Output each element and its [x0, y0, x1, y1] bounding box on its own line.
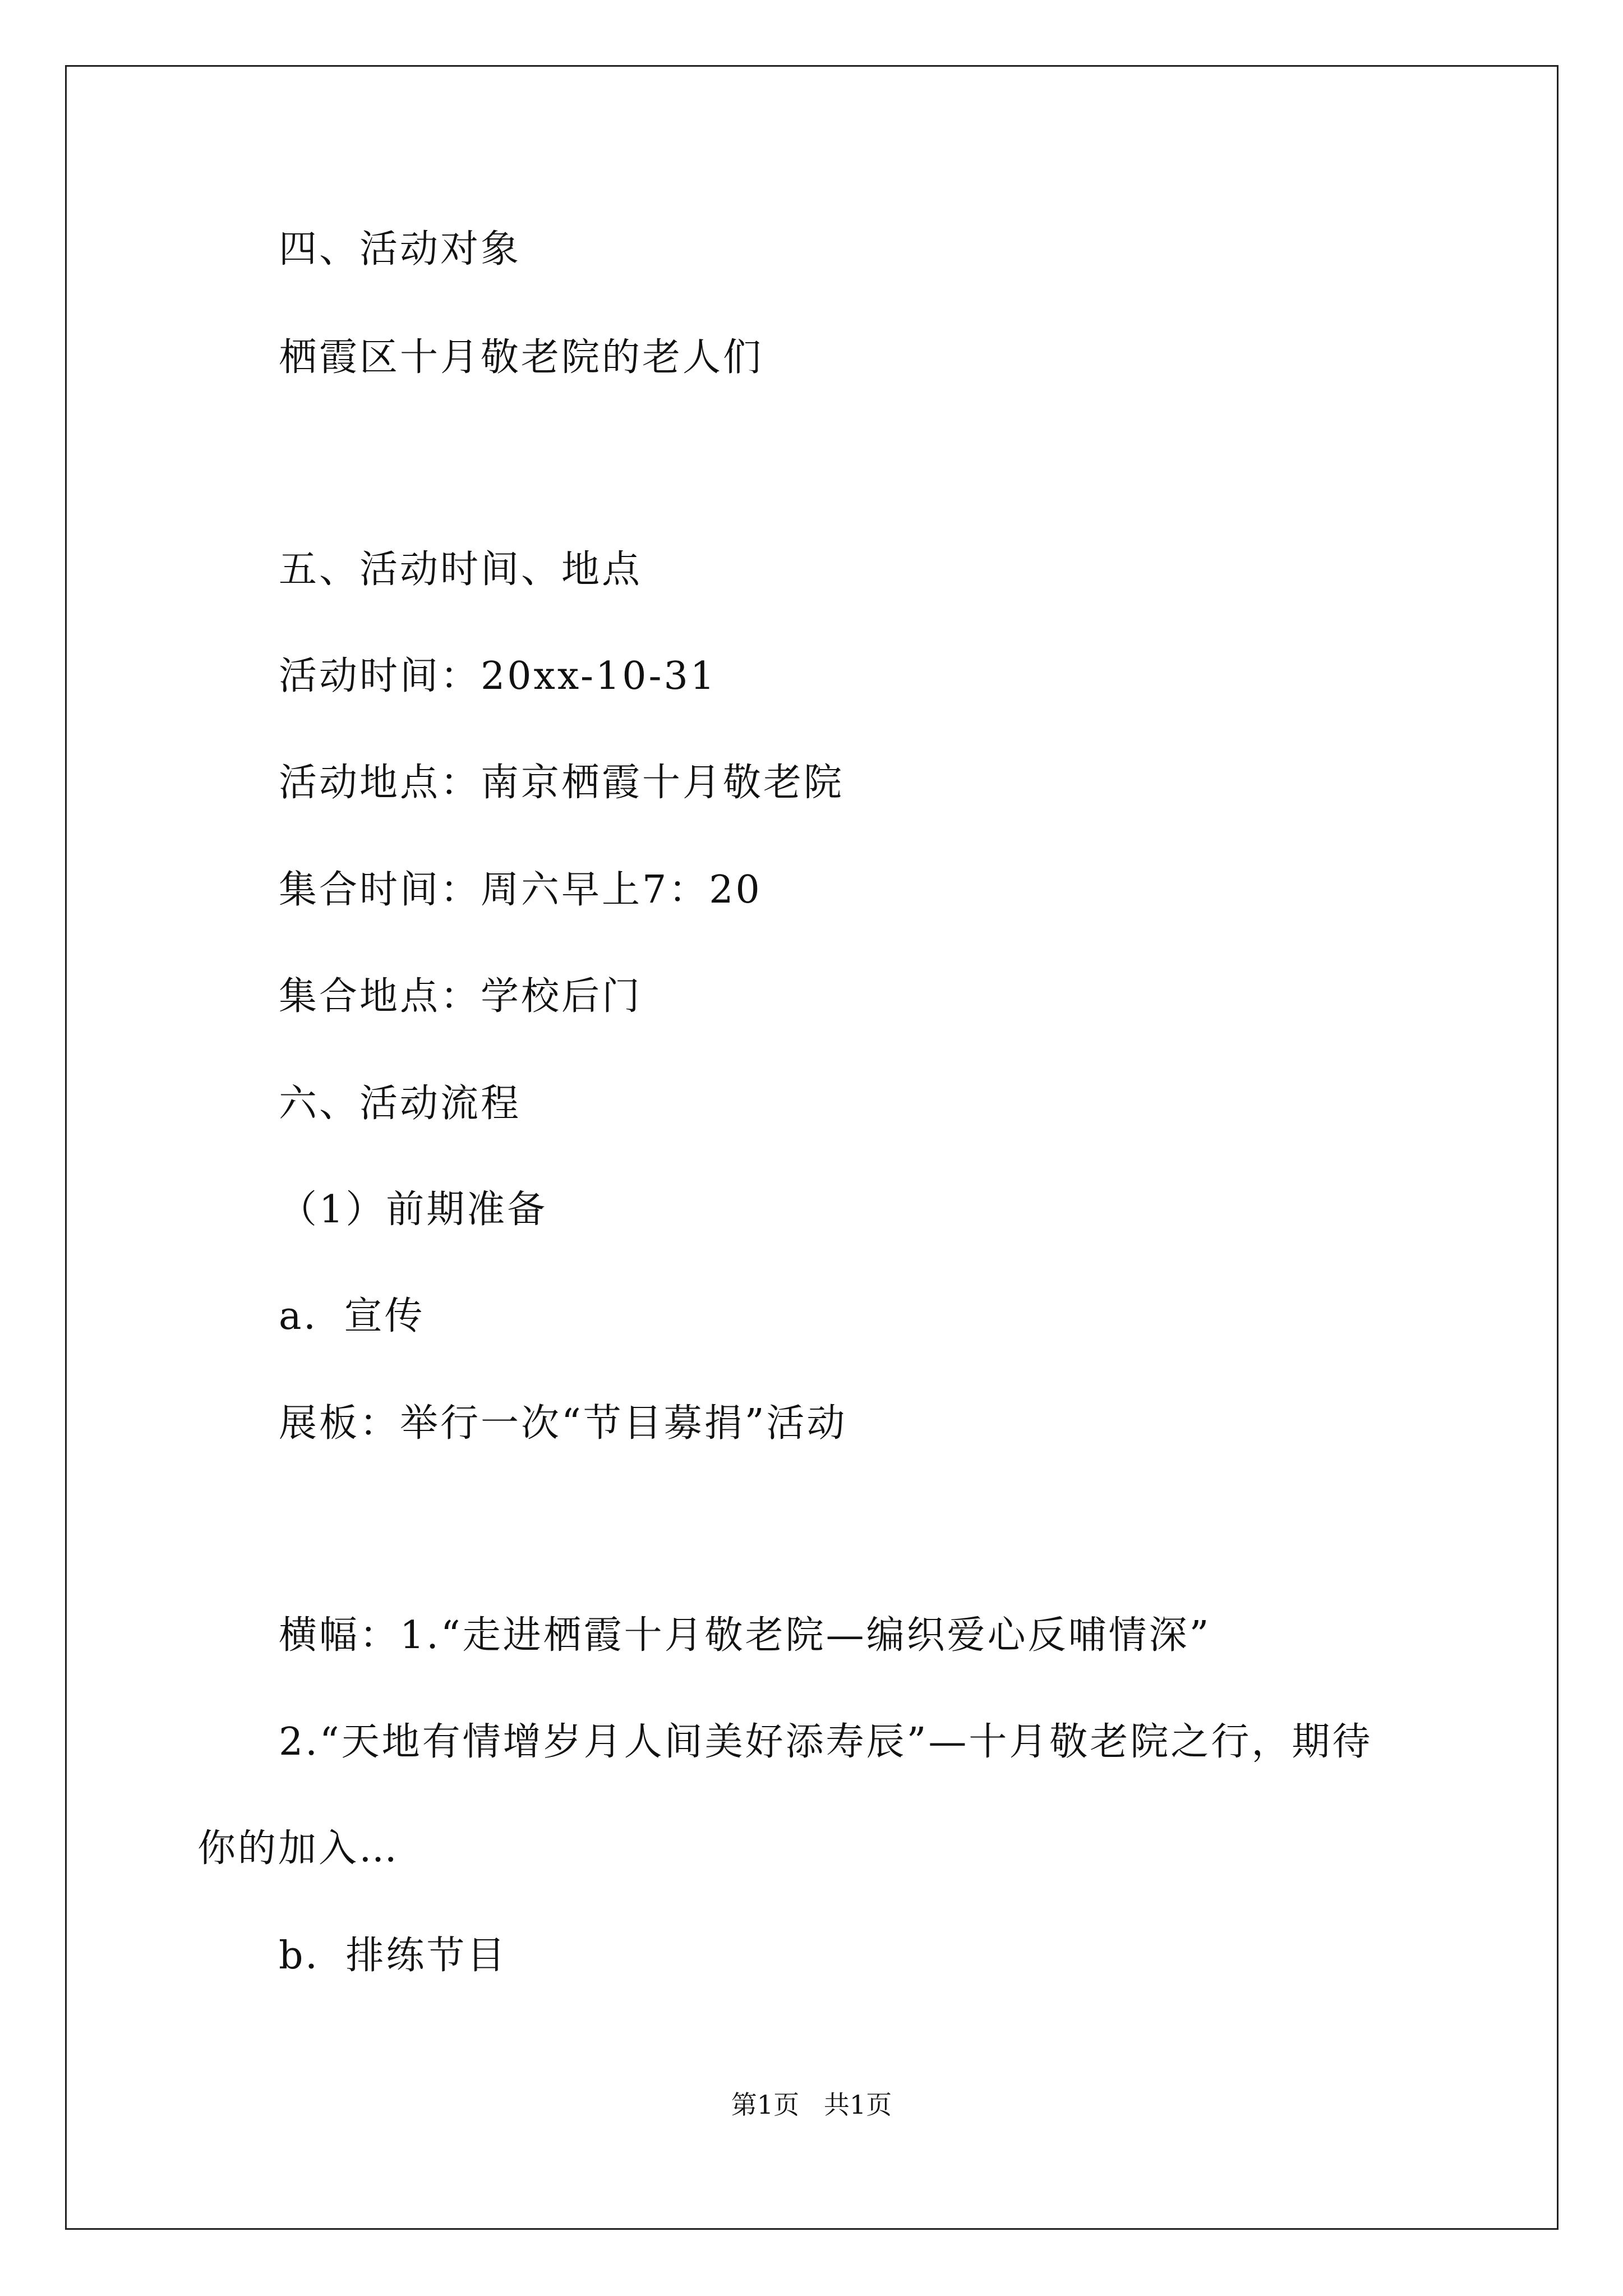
page-border: [65, 65, 1559, 2230]
paragraph-meet-place: 集合地点：学校后门: [279, 974, 643, 1019]
paragraph-target: 栖霞区十月敬老院的老人们: [279, 335, 764, 380]
section-heading-4: 四、活动对象: [279, 227, 522, 272]
paragraph-board: 展板：举行一次“节目募捐”活动: [279, 1401, 847, 1446]
paragraph-place: 活动地点：南京栖霞十月敬老院: [279, 761, 845, 805]
subheading-preparation: （1）前期准备: [279, 1188, 548, 1232]
paragraph-banner-2: 2.“天地有情增岁月人间美好添寿辰”—十月敬老院之行，期待: [279, 1720, 1373, 1764]
paragraph-banner-2-continued: 你的加入…: [197, 1826, 400, 1871]
paragraph-meet-time: 集合时间：周六早上7：20: [279, 868, 762, 912]
page-footer: 第1页 共1页: [731, 2090, 892, 2120]
item-b-rehearsal: b．排练节目: [279, 1934, 508, 1978]
item-a-publicity: a．宣传: [279, 1294, 425, 1338]
section-heading-5: 五、活动时间、地点: [279, 547, 643, 592]
section-heading-6: 六、活动流程: [279, 1082, 522, 1126]
paragraph-banner-1: 横幅：1.“走进栖霞十月敬老院—编织爱心反哺情深”: [279, 1613, 1211, 1658]
paragraph-time: 活动时间：20xx-10-31: [279, 654, 717, 698]
